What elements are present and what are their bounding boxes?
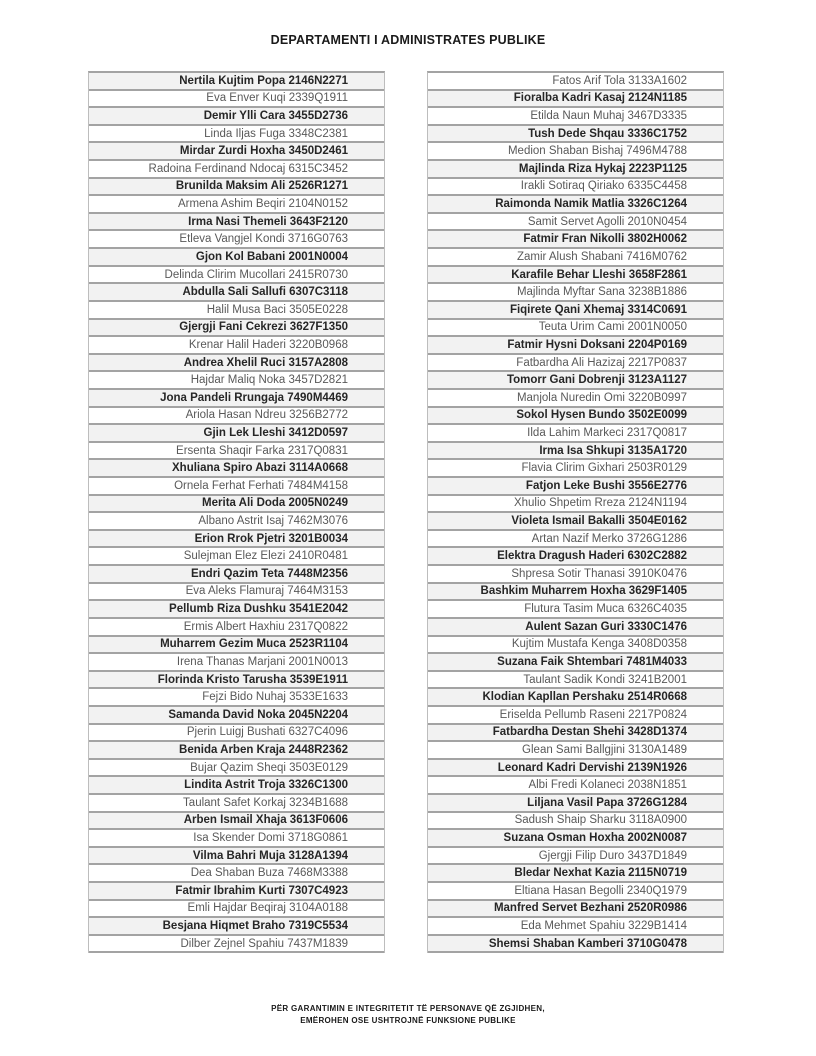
list-item: Merita Ali Doda 2005N0249 bbox=[89, 496, 384, 514]
list-item: Shpresa Sotir Thanasi 3910K0476 bbox=[428, 566, 723, 584]
list-item: Armena Ashim Beqiri 2104N0152 bbox=[89, 196, 384, 214]
list-item: Albano Astrit Isaj 7462M3076 bbox=[89, 513, 384, 531]
list-item: Tomorr Gani Dobrenji 3123A1127 bbox=[428, 372, 723, 390]
list-item: Glean Sami Ballgjini 3130A1489 bbox=[428, 742, 723, 760]
list-item: Xhulio Shpetim Rreza 2124N1194 bbox=[428, 496, 723, 514]
list-item: Tush Dede Shqau 3336C1752 bbox=[428, 126, 723, 144]
list-item: Erion Rrok Pjetri 3201B0034 bbox=[89, 531, 384, 549]
footer-line-1: PËR GARANTIMIN E INTEGRITETIT TË PERSONAVE QË ZGJIDHEN, bbox=[271, 1004, 545, 1013]
list-item: Gjergji Fani Cekrezi 3627F1350 bbox=[89, 320, 384, 338]
list-item: Zamir Alush Shabani 7416M0762 bbox=[428, 249, 723, 267]
list-item: Eva Enver Kuqi 2339Q1911 bbox=[89, 91, 384, 109]
list-item: Hajdar Maliq Noka 3457D2821 bbox=[89, 372, 384, 390]
list-item: Andrea Xhelil Ruci 3157A2808 bbox=[89, 355, 384, 373]
footer-line-2: EMËROHEN OSE USHTROJNË FUNKSIONE PUBLIKE bbox=[300, 1016, 516, 1025]
footer-note bbox=[0, 1003, 816, 1027]
list-item: Raimonda Namik Matlia 3326C1264 bbox=[428, 196, 723, 214]
list-item: Fatmir Hysni Doksani 2204P0169 bbox=[428, 337, 723, 355]
list-item: Fioralba Kadri Kasaj 2124N1185 bbox=[428, 91, 723, 109]
list-item: Eriselda Pellumb Raseni 2217P0824 bbox=[428, 707, 723, 725]
list-item: Emli Hajdar Beqiraj 3104A0188 bbox=[89, 901, 384, 919]
list-item: Radoina Ferdinand Ndocaj 6315C3452 bbox=[89, 161, 384, 179]
list-item: Vilma Bahri Muja 3128A1394 bbox=[89, 848, 384, 866]
list-item: Xhuliana Spiro Abazi 3114A0668 bbox=[89, 460, 384, 478]
list-item: Ornela Ferhat Ferhati 7484M4158 bbox=[89, 478, 384, 496]
list-item: Gjon Kol Babani 2001N0004 bbox=[89, 249, 384, 267]
page-title: DEPARTAMENTI I ADMINISTRATES PUBLIKE bbox=[270, 33, 546, 47]
list-item: Fiqirete Qani Xhemaj 3314C0691 bbox=[428, 302, 723, 320]
list-item: Eltiana Hasan Begolli 2340Q1979 bbox=[428, 883, 723, 901]
list-item: Sadush Shaip Sharku 3118A0900 bbox=[428, 813, 723, 831]
list-item: Pjerin Luigj Bushati 6327C4096 bbox=[89, 725, 384, 743]
list-item: Fatbardha Ali Hazizaj 2217P0837 bbox=[428, 355, 723, 373]
list-item: Sokol Hysen Bundo 3502E0099 bbox=[428, 408, 723, 426]
list-item: Taulant Sadik Kondi 3241B2001 bbox=[428, 672, 723, 690]
list-item: Pellumb Riza Dushku 3541E2042 bbox=[89, 601, 384, 619]
list-item: Bashkim Muharrem Hoxha 3629F1405 bbox=[428, 584, 723, 602]
list-item: Gjin Lek Lleshi 3412D0597 bbox=[89, 425, 384, 443]
list-item: Sulejman Elez Elezi 2410R0481 bbox=[89, 548, 384, 566]
list-item: Ersenta Shaqir Farka 2317Q0831 bbox=[89, 443, 384, 461]
list-item: Samit Servet Agolli 2010N0454 bbox=[428, 214, 723, 232]
list-item: Ariola Hasan Ndreu 3256B2772 bbox=[89, 408, 384, 426]
list-item: Flutura Tasim Muca 6326C4035 bbox=[428, 601, 723, 619]
list-item: Klodian Kapllan Pershaku 2514R0668 bbox=[428, 689, 723, 707]
list-item: Fejzi Bido Nuhaj 3533E1633 bbox=[89, 689, 384, 707]
list-item: Endri Qazim Teta 7448M2356 bbox=[89, 566, 384, 584]
list-item: Etleva Vangjel Kondi 3716G0763 bbox=[89, 231, 384, 249]
names-table bbox=[88, 71, 724, 953]
list-item: Fatbardha Destan Shehi 3428D1374 bbox=[428, 725, 723, 743]
list-item: Lindita Astrit Troja 3326C1300 bbox=[89, 777, 384, 795]
list-item: Irma Nasi Themeli 3643F2120 bbox=[89, 214, 384, 232]
list-item: Samanda David Noka 2045N2204 bbox=[89, 707, 384, 725]
list-item: Demir Ylli Cara 3455D2736 bbox=[89, 108, 384, 126]
list-item: Teuta Urim Cami 2001N0050 bbox=[428, 320, 723, 338]
list-item: Mirdar Zurdi Hoxha 3450D2461 bbox=[89, 143, 384, 161]
list-item: Kujtim Mustafa Kenga 3408D0358 bbox=[428, 637, 723, 655]
list-item: Manjola Nuredin Omi 3220B0997 bbox=[428, 390, 723, 408]
list-item: Halil Musa Baci 3505E0228 bbox=[89, 302, 384, 320]
list-item: Majlinda Riza Hykaj 2223P1125 bbox=[428, 161, 723, 179]
list-item: Fatjon Leke Bushi 3556E2776 bbox=[428, 478, 723, 496]
list-item: Linda Iljas Fuga 3348C2381 bbox=[89, 126, 384, 144]
list-item: Bujar Qazim Sheqi 3503E0129 bbox=[89, 760, 384, 778]
list-item: Isa Skender Domi 3718G0861 bbox=[89, 830, 384, 848]
list-item: Eva Aleks Flamuraj 7464M3153 bbox=[89, 584, 384, 602]
list-item: Nertila Kujtim Popa 2146N2271 bbox=[89, 73, 384, 91]
list-item: Aulent Sazan Guri 3330C1476 bbox=[428, 619, 723, 637]
list-item: Shemsi Shaban Kamberi 3710G0478 bbox=[428, 936, 723, 954]
list-item: Muharrem Gezim Muca 2523R1104 bbox=[89, 637, 384, 655]
list-item: Fatos Arif Tola 3133A1602 bbox=[428, 73, 723, 91]
list-item: Karafile Behar Lleshi 3658F2861 bbox=[428, 267, 723, 285]
list-item: Leonard Kadri Dervishi 2139N1926 bbox=[428, 760, 723, 778]
list-item: Arben Ismail Xhaja 3613F0606 bbox=[89, 813, 384, 831]
list-item: Suzana Faik Shtembari 7481M4033 bbox=[428, 654, 723, 672]
list-item: Majlinda Myftar Sana 3238B1886 bbox=[428, 284, 723, 302]
list-item: Medion Shaban Bishaj 7496M4788 bbox=[428, 143, 723, 161]
list-item: Abdulla Sali Sallufi 6307C3118 bbox=[89, 284, 384, 302]
list-item: Florinda Kristo Tarusha 3539E1911 bbox=[89, 672, 384, 690]
list-item: Liljana Vasil Papa 3726G1284 bbox=[428, 795, 723, 813]
list-item: Fatmir Fran Nikolli 3802H0062 bbox=[428, 231, 723, 249]
list-item: Etilda Naun Muhaj 3467D3335 bbox=[428, 108, 723, 126]
list-item: Dea Shaban Buza 7468M3388 bbox=[89, 865, 384, 883]
list-item: Albi Fredi Kolaneci 2038N1851 bbox=[428, 777, 723, 795]
list-item: Suzana Osman Hoxha 2002N0087 bbox=[428, 830, 723, 848]
list-item: Brunilda Maksim Ali 2526R1271 bbox=[89, 179, 384, 197]
list-item: Ilda Lahim Markeci 2317Q0817 bbox=[428, 425, 723, 443]
list-item: Irena Thanas Marjani 2001N0013 bbox=[89, 654, 384, 672]
list-item: Krenar Halil Haderi 3220B0968 bbox=[89, 337, 384, 355]
list-item: Benida Arben Kraja 2448R2362 bbox=[89, 742, 384, 760]
list-item: Manfred Servet Bezhani 2520R0986 bbox=[428, 901, 723, 919]
list-item: Artan Nazif Merko 3726G1286 bbox=[428, 531, 723, 549]
list-item: Violeta Ismail Bakalli 3504E0162 bbox=[428, 513, 723, 531]
list-item: Dilber Zejnel Spahiu 7437M1839 bbox=[89, 936, 384, 954]
list-item: Delinda Clirim Mucollari 2415R0730 bbox=[89, 267, 384, 285]
list-item: Gjergji Filip Duro 3437D1849 bbox=[428, 848, 723, 866]
list-item: Ermis Albert Haxhiu 2317Q0822 bbox=[89, 619, 384, 637]
list-item: Fatmir Ibrahim Kurti 7307C4923 bbox=[89, 883, 384, 901]
list-item: Taulant Safet Korkaj 3234B1688 bbox=[89, 795, 384, 813]
right-column bbox=[427, 71, 724, 953]
list-item: Besjana Hiqmet Braho 7319C5534 bbox=[89, 918, 384, 936]
list-item: Elektra Dragush Haderi 6302C2882 bbox=[428, 548, 723, 566]
list-item: Jona Pandeli Rrungaja 7490M4469 bbox=[89, 390, 384, 408]
list-item: Eda Mehmet Spahiu 3229B1414 bbox=[428, 918, 723, 936]
left-column bbox=[88, 71, 385, 953]
list-item: Bledar Nexhat Kazia 2115N0719 bbox=[428, 865, 723, 883]
list-item: Irma Isa Shkupi 3135A1720 bbox=[428, 443, 723, 461]
list-item: Irakli Sotiraq Qiriako 6335C4458 bbox=[428, 179, 723, 197]
list-item: Flavia Clirim Gixhari 2503R0129 bbox=[428, 460, 723, 478]
